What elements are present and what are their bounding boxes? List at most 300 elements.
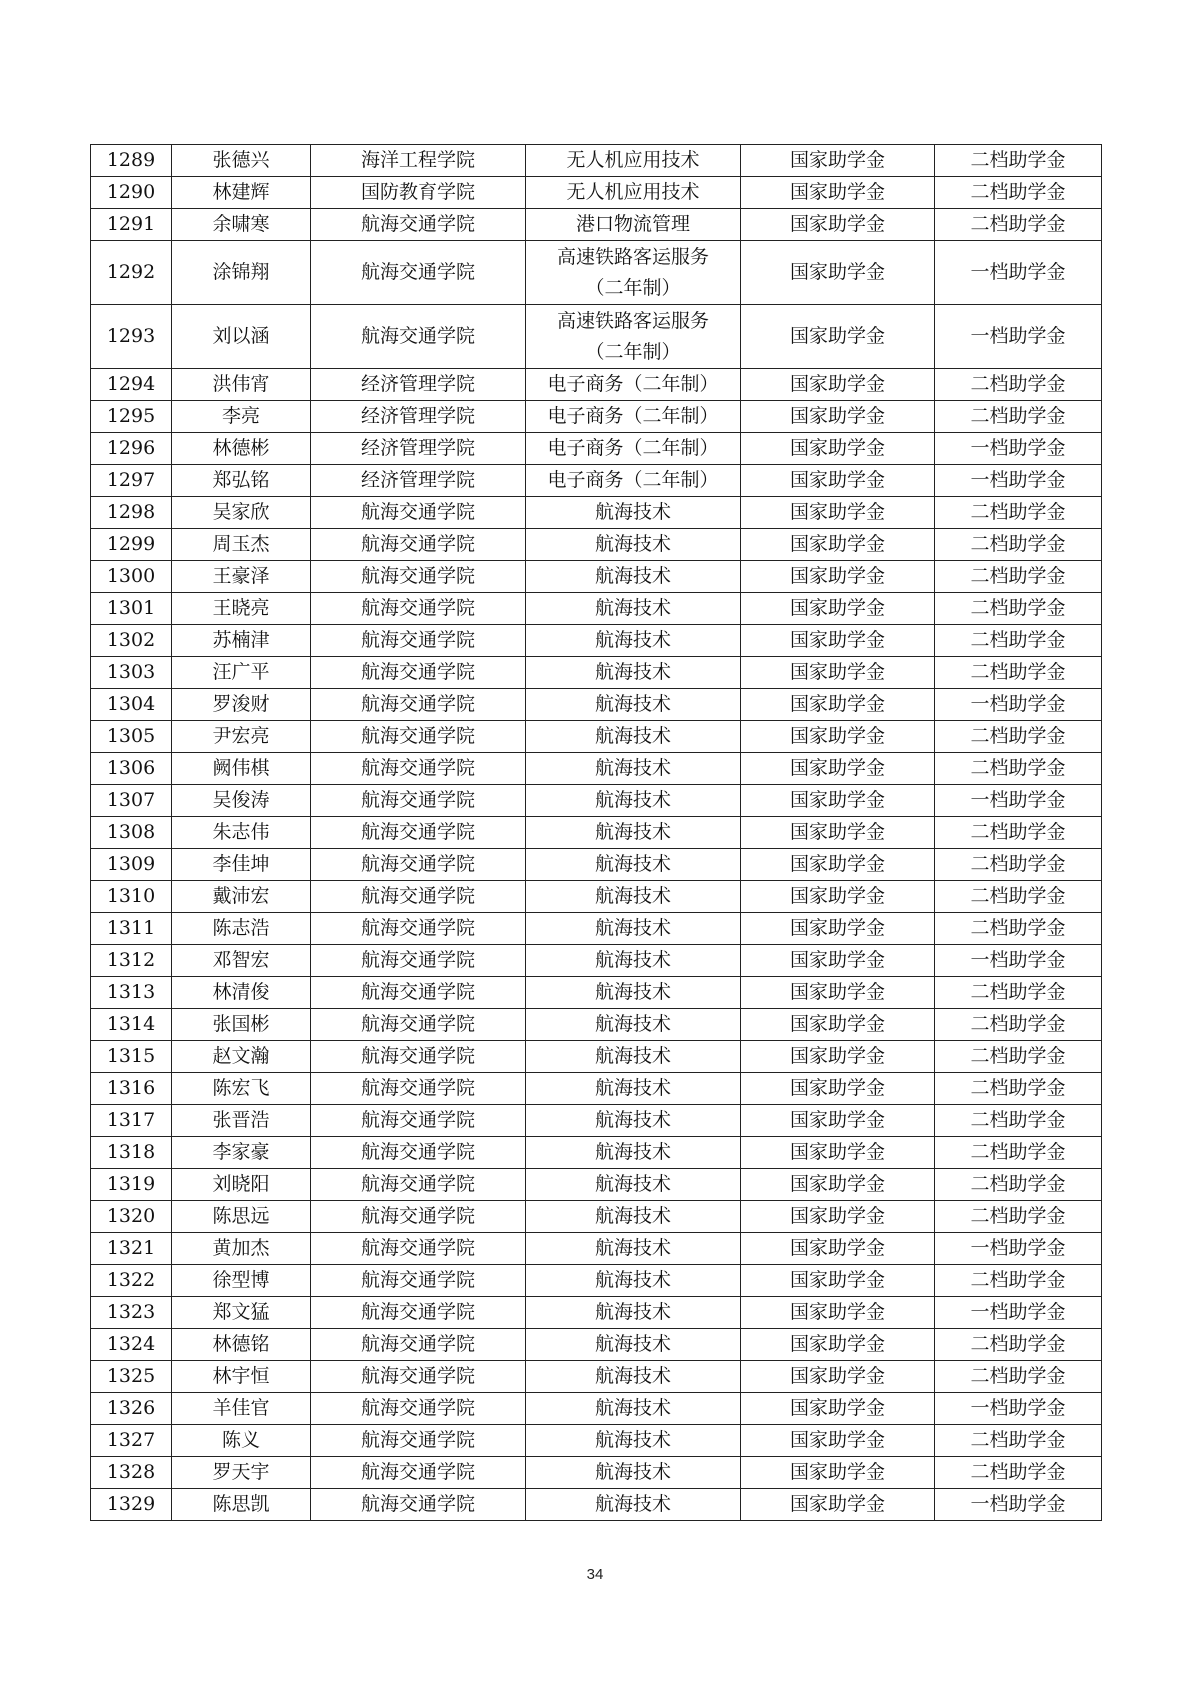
college-cell: 航海交通学院 bbox=[311, 721, 526, 753]
award-level-cell: 一档助学金 bbox=[935, 945, 1102, 977]
major-cell bbox=[526, 1041, 741, 1073]
serial-number-cell: 1316 bbox=[91, 1073, 172, 1105]
award-level-cell: 二档助学金 bbox=[935, 977, 1102, 1009]
major-cell bbox=[526, 785, 741, 817]
major-line: 港口物流管理 bbox=[575, 213, 690, 235]
student-name-cell: 涂锦翔 bbox=[172, 241, 311, 305]
serial-number-cell: 1320 bbox=[91, 1201, 172, 1233]
table-row bbox=[91, 401, 1102, 433]
college-cell: 航海交通学院 bbox=[311, 1137, 526, 1169]
award-type-cell: 国家助学金 bbox=[741, 817, 935, 849]
serial-number-cell: 1318 bbox=[91, 1137, 172, 1169]
major-line: 航海技术 bbox=[594, 789, 671, 811]
college-cell: 航海交通学院 bbox=[311, 1265, 526, 1297]
college-cell: 航海交通学院 bbox=[311, 1201, 526, 1233]
major-cell bbox=[526, 1105, 741, 1137]
major-cell bbox=[526, 1457, 741, 1489]
award-level-cell: 一档助学金 bbox=[935, 1297, 1102, 1329]
college-cell: 航海交通学院 bbox=[311, 849, 526, 881]
award-type-cell: 国家助学金 bbox=[741, 1265, 935, 1297]
college-cell: 国防教育学院 bbox=[311, 177, 526, 209]
student-name-cell: 陈思凯 bbox=[172, 1489, 311, 1521]
major-cell bbox=[526, 145, 741, 177]
major-line: 航海技术 bbox=[594, 1205, 671, 1227]
serial-number-cell: 1324 bbox=[91, 1329, 172, 1361]
student-name-cell: 黄加杰 bbox=[172, 1233, 311, 1265]
award-type-cell: 国家助学金 bbox=[741, 785, 935, 817]
major-line: （二年制） bbox=[585, 340, 681, 363]
college-cell: 航海交通学院 bbox=[311, 497, 526, 529]
serial-number-cell: 1301 bbox=[91, 593, 172, 625]
college-cell: 航海交通学院 bbox=[311, 689, 526, 721]
student-name-cell: 张德兴 bbox=[172, 145, 311, 177]
award-type-cell: 国家助学金 bbox=[741, 1169, 935, 1201]
table-row bbox=[91, 945, 1102, 977]
award-type-cell: 国家助学金 bbox=[741, 241, 935, 305]
major-line: 电子商务（二年制） bbox=[547, 469, 719, 491]
major-line: 航海技术 bbox=[594, 725, 671, 747]
award-type-cell: 国家助学金 bbox=[741, 401, 935, 433]
serial-number-cell: 1302 bbox=[91, 625, 172, 657]
major-cell bbox=[526, 1489, 741, 1521]
table-row bbox=[91, 753, 1102, 785]
serial-number-cell: 1325 bbox=[91, 1361, 172, 1393]
student-name-cell: 周玉杰 bbox=[172, 529, 311, 561]
serial-number-cell: 1306 bbox=[91, 753, 172, 785]
student-name-cell: 吴俊涛 bbox=[172, 785, 311, 817]
college-cell: 航海交通学院 bbox=[311, 529, 526, 561]
serial-number-cell: 1319 bbox=[91, 1169, 172, 1201]
student-name-cell: 罗天宇 bbox=[172, 1457, 311, 1489]
major-line: 电子商务（二年制） bbox=[547, 405, 719, 427]
table-row bbox=[91, 305, 1102, 369]
award-level-cell: 二档助学金 bbox=[935, 497, 1102, 529]
major-cell bbox=[526, 241, 741, 305]
table-row bbox=[91, 1233, 1102, 1265]
student-name-cell: 林德铭 bbox=[172, 1329, 311, 1361]
major-line: 航海技术 bbox=[594, 565, 671, 587]
major-line: （二年制） bbox=[585, 276, 681, 299]
serial-number-cell: 1304 bbox=[91, 689, 172, 721]
table-row bbox=[91, 1041, 1102, 1073]
major-cell bbox=[526, 561, 741, 593]
serial-number-cell: 1296 bbox=[91, 433, 172, 465]
student-name-cell: 朱志伟 bbox=[172, 817, 311, 849]
major-line: 航海技术 bbox=[594, 501, 671, 523]
award-level-cell: 二档助学金 bbox=[935, 721, 1102, 753]
major-cell bbox=[526, 657, 741, 689]
major-line: 航海技术 bbox=[594, 1109, 671, 1131]
college-cell: 航海交通学院 bbox=[311, 1425, 526, 1457]
college-cell: 经济管理学院 bbox=[311, 465, 526, 497]
serial-number-cell: 1327 bbox=[91, 1425, 172, 1457]
award-level-cell: 一档助学金 bbox=[935, 1393, 1102, 1425]
recipient-table-body bbox=[91, 145, 1102, 1521]
table-row bbox=[91, 177, 1102, 209]
award-level-cell: 一档助学金 bbox=[935, 785, 1102, 817]
serial-number-cell: 1328 bbox=[91, 1457, 172, 1489]
award-level-cell: 二档助学金 bbox=[935, 913, 1102, 945]
award-type-cell: 国家助学金 bbox=[741, 689, 935, 721]
student-name-cell: 林建辉 bbox=[172, 177, 311, 209]
major-cell bbox=[526, 529, 741, 561]
serial-number-cell: 1311 bbox=[91, 913, 172, 945]
student-name-cell: 汪广平 bbox=[172, 657, 311, 689]
table-row bbox=[91, 817, 1102, 849]
table-row bbox=[91, 1425, 1102, 1457]
college-cell: 航海交通学院 bbox=[311, 913, 526, 945]
award-level-cell: 二档助学金 bbox=[935, 561, 1102, 593]
table-row bbox=[91, 785, 1102, 817]
college-cell: 航海交通学院 bbox=[311, 1297, 526, 1329]
major-cell bbox=[526, 1073, 741, 1105]
award-level-cell: 二档助学金 bbox=[935, 401, 1102, 433]
award-level-cell: 二档助学金 bbox=[935, 657, 1102, 689]
award-level-cell: 一档助学金 bbox=[935, 305, 1102, 369]
award-type-cell: 国家助学金 bbox=[741, 977, 935, 1009]
major-line: 航海技术 bbox=[594, 1173, 671, 1195]
award-level-cell: 二档助学金 bbox=[935, 1073, 1102, 1105]
award-level-cell: 二档助学金 bbox=[935, 1265, 1102, 1297]
award-type-cell: 国家助学金 bbox=[741, 625, 935, 657]
major-cell bbox=[526, 209, 741, 241]
table-row bbox=[91, 433, 1102, 465]
major-line: 航海技术 bbox=[594, 629, 671, 651]
college-cell: 航海交通学院 bbox=[311, 625, 526, 657]
major-cell bbox=[526, 689, 741, 721]
major-line: 航海技术 bbox=[594, 853, 671, 875]
serial-number-cell: 1323 bbox=[91, 1297, 172, 1329]
college-cell: 航海交通学院 bbox=[311, 945, 526, 977]
table-row bbox=[91, 689, 1102, 721]
table-row bbox=[91, 529, 1102, 561]
table-row bbox=[91, 145, 1102, 177]
college-cell: 航海交通学院 bbox=[311, 1329, 526, 1361]
major-cell bbox=[526, 625, 741, 657]
college-cell: 航海交通学院 bbox=[311, 1393, 526, 1425]
serial-number-cell: 1291 bbox=[91, 209, 172, 241]
serial-number-cell: 1297 bbox=[91, 465, 172, 497]
serial-number-cell: 1322 bbox=[91, 1265, 172, 1297]
table-row bbox=[91, 465, 1102, 497]
student-name-cell: 林宇恒 bbox=[172, 1361, 311, 1393]
award-level-cell: 二档助学金 bbox=[935, 1137, 1102, 1169]
award-type-cell: 国家助学金 bbox=[741, 1009, 935, 1041]
major-cell bbox=[526, 1361, 741, 1393]
serial-number-cell: 1321 bbox=[91, 1233, 172, 1265]
student-name-cell: 尹宏亮 bbox=[172, 721, 311, 753]
table-row bbox=[91, 1105, 1102, 1137]
major-line: 航海技术 bbox=[594, 1045, 671, 1067]
award-level-cell: 二档助学金 bbox=[935, 1457, 1102, 1489]
serial-number-cell: 1307 bbox=[91, 785, 172, 817]
major-line: 航海技术 bbox=[594, 917, 671, 939]
college-cell: 航海交通学院 bbox=[311, 1041, 526, 1073]
major-cell bbox=[526, 593, 741, 625]
college-cell: 航海交通学院 bbox=[311, 785, 526, 817]
table-row bbox=[91, 1265, 1102, 1297]
award-type-cell: 国家助学金 bbox=[741, 593, 935, 625]
award-level-cell: 二档助学金 bbox=[935, 1329, 1102, 1361]
award-type-cell: 国家助学金 bbox=[741, 529, 935, 561]
award-type-cell: 国家助学金 bbox=[741, 1233, 935, 1265]
serial-number-cell: 1292 bbox=[91, 241, 172, 305]
award-level-cell: 二档助学金 bbox=[935, 593, 1102, 625]
award-level-cell: 二档助学金 bbox=[935, 1041, 1102, 1073]
table-row bbox=[91, 1073, 1102, 1105]
college-cell: 航海交通学院 bbox=[311, 209, 526, 241]
college-cell: 航海交通学院 bbox=[311, 241, 526, 305]
student-name-cell: 戴沛宏 bbox=[172, 881, 311, 913]
serial-number-cell: 1315 bbox=[91, 1041, 172, 1073]
table-row bbox=[91, 721, 1102, 753]
student-name-cell: 李家豪 bbox=[172, 1137, 311, 1169]
major-line: 航海技术 bbox=[594, 821, 671, 843]
college-cell: 航海交通学院 bbox=[311, 1009, 526, 1041]
student-name-cell: 张国彬 bbox=[172, 1009, 311, 1041]
table-row bbox=[91, 241, 1102, 305]
major-line: 电子商务（二年制） bbox=[547, 437, 719, 459]
student-name-cell: 郑弘铭 bbox=[172, 465, 311, 497]
award-level-cell: 一档助学金 bbox=[935, 1233, 1102, 1265]
student-name-cell: 徐型博 bbox=[172, 1265, 311, 1297]
college-cell: 航海交通学院 bbox=[311, 881, 526, 913]
award-level-cell: 二档助学金 bbox=[935, 1009, 1102, 1041]
student-name-cell: 洪伟宵 bbox=[172, 369, 311, 401]
table-row bbox=[91, 369, 1102, 401]
award-level-cell: 二档助学金 bbox=[935, 1201, 1102, 1233]
college-cell: 航海交通学院 bbox=[311, 1489, 526, 1521]
award-type-cell: 国家助学金 bbox=[741, 1297, 935, 1329]
award-level-cell: 二档助学金 bbox=[935, 177, 1102, 209]
award-level-cell: 二档助学金 bbox=[935, 1361, 1102, 1393]
major-cell bbox=[526, 1425, 741, 1457]
major-cell bbox=[526, 1009, 741, 1041]
award-level-cell: 二档助学金 bbox=[935, 625, 1102, 657]
major-line: 航海技术 bbox=[594, 1365, 671, 1387]
award-type-cell: 国家助学金 bbox=[741, 1105, 935, 1137]
serial-number-cell: 1290 bbox=[91, 177, 172, 209]
major-cell bbox=[526, 721, 741, 753]
student-name-cell: 陈思远 bbox=[172, 1201, 311, 1233]
major-cell bbox=[526, 1329, 741, 1361]
major-line: 航海技术 bbox=[594, 1077, 671, 1099]
award-level-cell: 二档助学金 bbox=[935, 817, 1102, 849]
award-level-cell: 一档助学金 bbox=[935, 241, 1102, 305]
major-cell bbox=[526, 945, 741, 977]
student-name-cell: 张晋浩 bbox=[172, 1105, 311, 1137]
college-cell: 航海交通学院 bbox=[311, 817, 526, 849]
table-row bbox=[91, 1393, 1102, 1425]
serial-number-cell: 1329 bbox=[91, 1489, 172, 1521]
award-type-cell: 国家助学金 bbox=[741, 1393, 935, 1425]
student-name-cell: 刘以涵 bbox=[172, 305, 311, 369]
major-cell bbox=[526, 305, 741, 369]
major-cell bbox=[526, 1201, 741, 1233]
college-cell: 经济管理学院 bbox=[311, 433, 526, 465]
major-cell bbox=[526, 881, 741, 913]
serial-number-cell: 1314 bbox=[91, 1009, 172, 1041]
serial-number-cell: 1326 bbox=[91, 1393, 172, 1425]
award-type-cell: 国家助学金 bbox=[741, 881, 935, 913]
award-level-cell: 一档助学金 bbox=[935, 1489, 1102, 1521]
major-line: 航海技术 bbox=[594, 661, 671, 683]
award-type-cell: 国家助学金 bbox=[741, 913, 935, 945]
table-row bbox=[91, 561, 1102, 593]
recipient-table bbox=[90, 144, 1102, 1521]
college-cell: 航海交通学院 bbox=[311, 593, 526, 625]
college-cell: 航海交通学院 bbox=[311, 1169, 526, 1201]
student-name-cell: 陈义 bbox=[172, 1425, 311, 1457]
major-cell bbox=[526, 465, 741, 497]
award-type-cell: 国家助学金 bbox=[741, 1425, 935, 1457]
major-cell bbox=[526, 1137, 741, 1169]
award-level-cell: 二档助学金 bbox=[935, 529, 1102, 561]
award-type-cell: 国家助学金 bbox=[741, 721, 935, 753]
major-cell bbox=[526, 1169, 741, 1201]
serial-number-cell: 1305 bbox=[91, 721, 172, 753]
award-type-cell: 国家助学金 bbox=[741, 849, 935, 881]
page-number: 34 bbox=[586, 1566, 604, 1583]
student-name-cell: 王晓亮 bbox=[172, 593, 311, 625]
college-cell: 海洋工程学院 bbox=[311, 145, 526, 177]
serial-number-cell: 1317 bbox=[91, 1105, 172, 1137]
award-level-cell: 一档助学金 bbox=[935, 433, 1102, 465]
serial-number-cell: 1299 bbox=[91, 529, 172, 561]
college-cell: 航海交通学院 bbox=[311, 561, 526, 593]
major-line: 航海技术 bbox=[594, 1141, 671, 1163]
award-type-cell: 国家助学金 bbox=[741, 945, 935, 977]
table-row bbox=[91, 913, 1102, 945]
table-row bbox=[91, 657, 1102, 689]
award-type-cell: 国家助学金 bbox=[741, 1041, 935, 1073]
serial-number-cell: 1293 bbox=[91, 305, 172, 369]
college-cell: 航海交通学院 bbox=[311, 305, 526, 369]
table-row bbox=[91, 1489, 1102, 1521]
award-level-cell: 二档助学金 bbox=[935, 1425, 1102, 1457]
serial-number-cell: 1303 bbox=[91, 657, 172, 689]
major-cell bbox=[526, 1393, 741, 1425]
major-cell bbox=[526, 977, 741, 1009]
major-line: 航海技术 bbox=[594, 1461, 671, 1483]
serial-number-cell: 1313 bbox=[91, 977, 172, 1009]
award-type-cell: 国家助学金 bbox=[741, 145, 935, 177]
college-cell: 航海交通学院 bbox=[311, 1361, 526, 1393]
serial-number-cell: 1300 bbox=[91, 561, 172, 593]
serial-number-cell: 1289 bbox=[91, 145, 172, 177]
major-cell bbox=[526, 433, 741, 465]
major-line: 电子商务（二年制） bbox=[547, 373, 719, 395]
college-cell: 航海交通学院 bbox=[311, 1233, 526, 1265]
award-level-cell: 二档助学金 bbox=[935, 1169, 1102, 1201]
major-cell bbox=[526, 1297, 741, 1329]
student-name-cell: 吴家欣 bbox=[172, 497, 311, 529]
major-cell bbox=[526, 497, 741, 529]
award-type-cell: 国家助学金 bbox=[741, 753, 935, 785]
student-name-cell: 赵文瀚 bbox=[172, 1041, 311, 1073]
major-line: 无人机应用技术 bbox=[566, 149, 700, 171]
student-name-cell: 刘晓阳 bbox=[172, 1169, 311, 1201]
award-level-cell: 二档助学金 bbox=[935, 1105, 1102, 1137]
major-line: 航海技术 bbox=[594, 1013, 671, 1035]
major-line: 航海技术 bbox=[594, 533, 671, 555]
award-type-cell: 国家助学金 bbox=[741, 657, 935, 689]
major-cell bbox=[526, 849, 741, 881]
table-row bbox=[91, 497, 1102, 529]
major-line: 航海技术 bbox=[594, 693, 671, 715]
major-cell bbox=[526, 913, 741, 945]
award-level-cell: 二档助学金 bbox=[935, 753, 1102, 785]
serial-number-cell: 1309 bbox=[91, 849, 172, 881]
major-cell bbox=[526, 1233, 741, 1265]
award-level-cell: 二档助学金 bbox=[935, 145, 1102, 177]
college-cell: 航海交通学院 bbox=[311, 977, 526, 1009]
student-name-cell: 林清俊 bbox=[172, 977, 311, 1009]
major-line: 航海技术 bbox=[594, 1333, 671, 1355]
table-row bbox=[91, 1361, 1102, 1393]
student-name-cell: 王豪泽 bbox=[172, 561, 311, 593]
college-cell: 航海交通学院 bbox=[311, 1105, 526, 1137]
major-line: 航海技术 bbox=[594, 1301, 671, 1323]
serial-number-cell: 1310 bbox=[91, 881, 172, 913]
college-cell: 航海交通学院 bbox=[311, 753, 526, 785]
table-row bbox=[91, 1457, 1102, 1489]
major-line: 航海技术 bbox=[594, 885, 671, 907]
major-line: 航海技术 bbox=[594, 1397, 671, 1419]
major-cell bbox=[526, 753, 741, 785]
table-row bbox=[91, 593, 1102, 625]
award-type-cell: 国家助学金 bbox=[741, 1489, 935, 1521]
award-level-cell: 一档助学金 bbox=[935, 689, 1102, 721]
table-row bbox=[91, 1169, 1102, 1201]
award-type-cell: 国家助学金 bbox=[741, 1329, 935, 1361]
table-row bbox=[91, 1329, 1102, 1361]
major-cell bbox=[526, 1265, 741, 1297]
table-row bbox=[91, 1009, 1102, 1041]
table-row bbox=[91, 209, 1102, 241]
student-name-cell: 郑文猛 bbox=[172, 1297, 311, 1329]
award-level-cell: 二档助学金 bbox=[935, 369, 1102, 401]
table-row bbox=[91, 1297, 1102, 1329]
major-line: 航海技术 bbox=[594, 1237, 671, 1259]
college-cell: 经济管理学院 bbox=[311, 401, 526, 433]
serial-number-cell: 1295 bbox=[91, 401, 172, 433]
table-row bbox=[91, 1137, 1102, 1169]
table-row bbox=[91, 977, 1102, 1009]
major-line: 航海技术 bbox=[594, 1269, 671, 1291]
college-cell: 航海交通学院 bbox=[311, 1457, 526, 1489]
award-type-cell: 国家助学金 bbox=[741, 177, 935, 209]
table-row bbox=[91, 881, 1102, 913]
award-type-cell: 国家助学金 bbox=[741, 1137, 935, 1169]
serial-number-cell: 1298 bbox=[91, 497, 172, 529]
award-type-cell: 国家助学金 bbox=[741, 1457, 935, 1489]
student-name-cell: 林德彬 bbox=[172, 433, 311, 465]
major-cell bbox=[526, 177, 741, 209]
college-cell: 经济管理学院 bbox=[311, 369, 526, 401]
award-level-cell: 二档助学金 bbox=[935, 209, 1102, 241]
student-name-cell: 余啸寒 bbox=[172, 209, 311, 241]
college-cell: 航海交通学院 bbox=[311, 1073, 526, 1105]
award-type-cell: 国家助学金 bbox=[741, 1073, 935, 1105]
award-type-cell: 国家助学金 bbox=[741, 1361, 935, 1393]
award-level-cell: 二档助学金 bbox=[935, 849, 1102, 881]
serial-number-cell: 1294 bbox=[91, 369, 172, 401]
award-type-cell: 国家助学金 bbox=[741, 497, 935, 529]
student-name-cell: 陈志浩 bbox=[172, 913, 311, 945]
major-line: 航海技术 bbox=[594, 949, 671, 971]
award-type-cell: 国家助学金 bbox=[741, 433, 935, 465]
